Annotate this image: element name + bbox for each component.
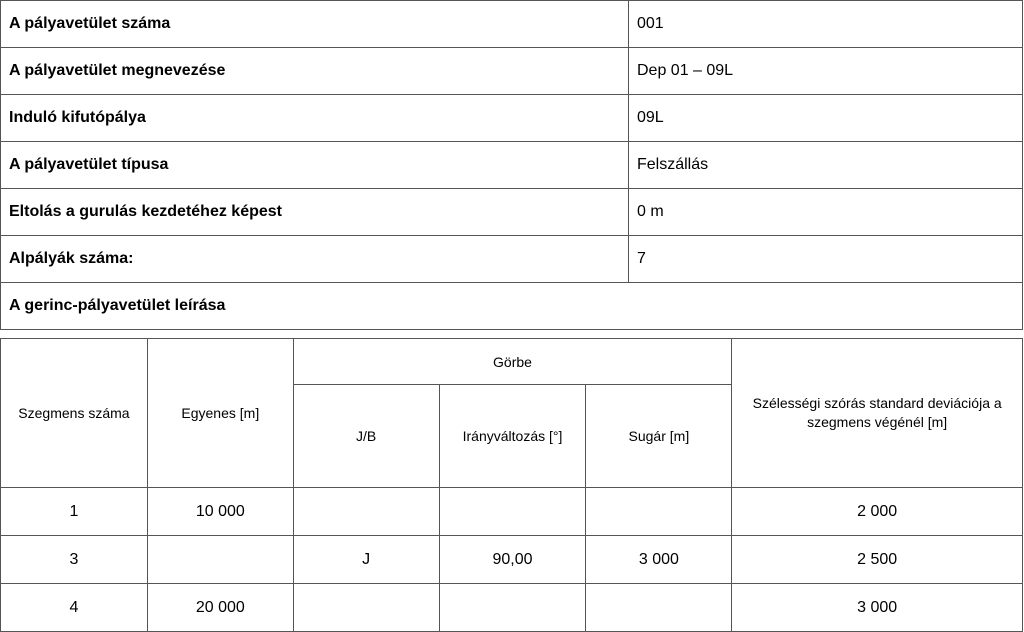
info-row-offset bbox=[1, 189, 1023, 236]
header-straight: Egyenes [m] bbox=[147, 339, 293, 488]
cell-segment-number: 4 bbox=[1, 584, 148, 632]
table-row bbox=[1, 488, 1023, 536]
table-row bbox=[1, 584, 1023, 632]
info-row-runway bbox=[1, 95, 1023, 142]
header-direction: J/B bbox=[293, 385, 439, 488]
header-segment-number: Szegmens száma bbox=[1, 339, 148, 488]
info-value: 0 m bbox=[629, 189, 1023, 236]
info-row-track-number bbox=[1, 1, 1023, 48]
info-value: 09L bbox=[629, 95, 1023, 142]
cell-std-deviation: 3 000 bbox=[732, 584, 1023, 632]
info-value: 7 bbox=[629, 236, 1023, 283]
segment-header-row-1 bbox=[1, 339, 1023, 385]
info-label: A pályavetület megnevezése bbox=[1, 48, 629, 95]
cell-straight bbox=[147, 536, 293, 584]
info-row-track-name bbox=[1, 48, 1023, 95]
info-value: 001 bbox=[629, 1, 1023, 48]
info-label: A pályavetület típusa bbox=[1, 142, 629, 189]
header-radius: Sugár [m] bbox=[586, 385, 732, 488]
section-title-row bbox=[1, 283, 1023, 330]
header-std-deviation: Szélességi szórás standard deviációja a szegmens végénél [m] bbox=[732, 339, 1023, 488]
section-title: A gerinc-pályavetület leírása bbox=[1, 283, 1023, 330]
info-row-subtrack-count bbox=[1, 236, 1023, 283]
cell-direction bbox=[293, 488, 439, 536]
header-heading-change: Irányváltozás [°] bbox=[439, 385, 586, 488]
cell-radius bbox=[586, 488, 732, 536]
info-value: Dep 01 – 09L bbox=[629, 48, 1023, 95]
info-label: Induló kifutópálya bbox=[1, 95, 629, 142]
cell-direction: J bbox=[293, 536, 439, 584]
cell-segment-number: 1 bbox=[1, 488, 148, 536]
cell-direction bbox=[293, 584, 439, 632]
info-label: A pályavetület száma bbox=[1, 1, 629, 48]
cell-radius: 3 000 bbox=[586, 536, 732, 584]
table-row bbox=[1, 536, 1023, 584]
header-curve-group: Görbe bbox=[293, 339, 732, 385]
segment-table bbox=[0, 338, 1023, 632]
cell-heading-change bbox=[439, 584, 586, 632]
cell-radius bbox=[586, 584, 732, 632]
cell-segment-number: 3 bbox=[1, 536, 148, 584]
info-row-track-type bbox=[1, 142, 1023, 189]
cell-straight: 10 000 bbox=[147, 488, 293, 536]
info-value: Felszállás bbox=[629, 142, 1023, 189]
info-label: Eltolás a gurulás kezdetéhez képest bbox=[1, 189, 629, 236]
cell-heading-change bbox=[439, 488, 586, 536]
info-label: Alpályák száma: bbox=[1, 236, 629, 283]
cell-std-deviation: 2 000 bbox=[732, 488, 1023, 536]
cell-straight: 20 000 bbox=[147, 584, 293, 632]
cell-heading-change: 90,00 bbox=[439, 536, 586, 584]
cell-std-deviation: 2 500 bbox=[732, 536, 1023, 584]
